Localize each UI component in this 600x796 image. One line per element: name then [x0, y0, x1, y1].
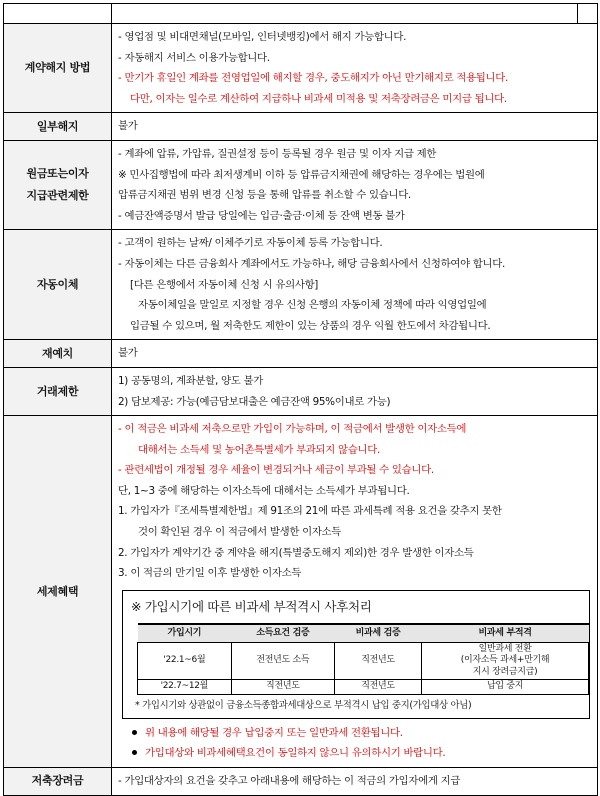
- bullet-item: [118, 723, 591, 744]
- table-cell: 일반과세 전환 (이자소득 과세+만기해 지시 장려금지급): [422, 642, 589, 680]
- text-line: 불가: [118, 347, 138, 360]
- row-title: 계약해지 방법: [4, 24, 112, 113]
- row-content: [112, 416, 598, 768]
- text-line: - 자동해지 서비스 이용가능합니다.: [118, 51, 270, 64]
- table-cell: 전전년도 소득: [231, 642, 334, 680]
- bullet-icon: [132, 750, 137, 755]
- bullet-text: 위 내용에 해당될 경우 납입중지 또는 일반과세 전환됩니다.: [145, 726, 403, 739]
- bullet-text: 가입대상와 비과세혜택요건이 동일하지 않으니 유의하시기 바랍니다.: [145, 747, 446, 760]
- row-redeposit: [4, 340, 598, 368]
- column-header: 소득요건 검증: [231, 624, 334, 643]
- text-line: - 고객이 원하는 날짜/ 이체주기로 자동이체 등록 가능합니다.: [118, 237, 383, 250]
- row-content: [112, 113, 598, 141]
- row-title: 저축장려금: [4, 768, 112, 796]
- row-cancel-method: [4, 24, 598, 113]
- text-line: [다른 은행에서 자동이체 신청 시 유의사항]: [130, 278, 319, 291]
- row-partial-cancel: [4, 113, 598, 141]
- row-payment-limit: [4, 140, 598, 229]
- text-line: 2) 담보제공: 가능(예금담보대출은 예금잔액 95%이내로 가능): [118, 395, 391, 408]
- column-header: 비과세 부적격: [422, 624, 589, 643]
- table-cell: 직전년도: [335, 642, 422, 680]
- table-cell: 납입 중지: [422, 680, 589, 695]
- text-line: - 만기가 휴일인 계좌를 전영업일에 해지할 경우, 중도해지가 아닌 만기해지로 적용됩니다.: [118, 72, 509, 85]
- row-tax-benefit: [4, 416, 598, 768]
- box-note: * 가입시기와 상관없이 금융소득종합과세대상으로 부적격시 납입 중지(가입대상 아님): [135, 699, 472, 711]
- row-content: [112, 340, 598, 368]
- box-title: ※ 가입시기에 따른 비과세 부적격시 사후처리: [131, 598, 372, 614]
- post-processing-table: [137, 623, 589, 695]
- row-content: [112, 140, 598, 229]
- row-title-line: 지급관련제한: [26, 189, 89, 203]
- text-line: ※ 민사집행법에 따라 최저생계비 이하 등 압류금지채권에 해당하는 경우에는 법원에: [118, 168, 485, 181]
- text-line: 2. 가입자가 계약기간 중 계약을 해지(특별중도해지 제외)한 경우 발생한 이자소득: [118, 546, 474, 559]
- text-line: 자동이체일을 말일로 지정할 경우 신청 은행의 자동이체 정책에 따라 익영업일에: [138, 299, 487, 312]
- row-title-line: 원금또는이자: [26, 167, 89, 181]
- column-header: 비과세 검증: [335, 624, 422, 643]
- table-cell: '22.1~6월: [138, 642, 232, 680]
- post-processing-box: [122, 590, 590, 719]
- bullet-item: [118, 743, 591, 764]
- text-line: 다만, 이자는 일수로 계산하여 지급하나 비과세 미적용 및 저축장려금은 미지급 됩니다.: [130, 92, 507, 105]
- text-line: 1. 가입자가『조세특별제한법』제 91조의 21에 따른 과세특례 적용 요건을 갖추지 못한: [118, 505, 502, 518]
- top-cell-head: [4, 4, 112, 24]
- table-top-row: [4, 4, 598, 24]
- row-content: [112, 230, 598, 340]
- text-line: - 자동이체는 다른 금융회사 계좌에서도 가능하나, 해당 금융회사에서 신청하여야 합니다.: [118, 257, 506, 270]
- text-line: 1) 공동명의, 계좌분할, 양도 불가: [118, 374, 263, 387]
- column-header: 가입시기: [138, 624, 232, 643]
- table-header-row: [138, 624, 589, 643]
- row-content: [112, 367, 598, 415]
- row-incentive: [4, 768, 598, 796]
- product-terms-sheet: [3, 3, 597, 794]
- table-cell: 직전년도: [335, 680, 422, 695]
- row-title: 세제혜택: [4, 416, 112, 768]
- row-title: 일부해지: [4, 113, 112, 141]
- top-cell-small: [578, 4, 598, 24]
- text-line: 것이 확인된 경우 이 적금에서 발생한 이자소득: [138, 526, 342, 539]
- text-line: 단, 1~3 중에 해당하는 이자소득에 대해서는 소득세가 부과됩니다.: [118, 484, 410, 497]
- terms-table: [3, 3, 598, 796]
- row-title: 자동이체: [4, 230, 112, 340]
- table-cell: '22.7~12월: [138, 680, 232, 695]
- text-line: 불가: [118, 120, 138, 133]
- text-line: - 가입대상자의 요건을 갖추고 아래내용에 해당하는 이 적금의 가입자에게 지급: [118, 775, 461, 788]
- text-line: - 관련세법이 개정될 경우 세율이 변경되거나 세금이 부과될 수 있습니다.: [118, 464, 434, 477]
- table-cell: 직전년도: [231, 680, 334, 695]
- text-line: - 이 적금은 비과세 저축으로만 가입이 가능하며, 이 적금에서 발생한 이자소득에: [118, 423, 467, 436]
- row-content: [112, 24, 598, 113]
- row-title: 거래제한: [4, 367, 112, 415]
- bullet-icon: [132, 730, 137, 735]
- table-row: [138, 642, 589, 680]
- top-cell-body: [112, 4, 578, 24]
- row-title: 재예치: [4, 340, 112, 368]
- row-title: [4, 140, 112, 229]
- text-line: 대해서는 소득세 및 농어촌특별세가 부과되지 않습니다.: [138, 443, 380, 456]
- text-line: 압류금지채권 범위 변경 신청 등을 통해 압류를 취소할 수 있습니다.: [118, 189, 411, 202]
- row-content: [112, 768, 598, 796]
- text-line: 3. 이 적금의 만기일 이후 발생한 이자소득: [118, 567, 302, 580]
- row-auto-transfer: [4, 230, 598, 340]
- text-line: - 계좌에 압류, 가압류, 질권설정 등이 등록될 경우 원금 및 이자 지급 제한: [118, 147, 437, 160]
- row-trade-limit: [4, 367, 598, 415]
- text-line: 입금될 수 있으며, 월 저축한도 제한이 있는 상품의 경우 익월 한도에서 차감됩니다.: [130, 319, 491, 332]
- text-line: - 예금잔액증명서 발급 당일에는 입금·출금·이체 등 잔액 변동 불가: [118, 209, 405, 222]
- table-row: [138, 680, 589, 695]
- text-line: - 영업점 및 비대면채널(모바일, 인터넷뱅킹)에서 해지 가능합니다.: [118, 31, 407, 43]
